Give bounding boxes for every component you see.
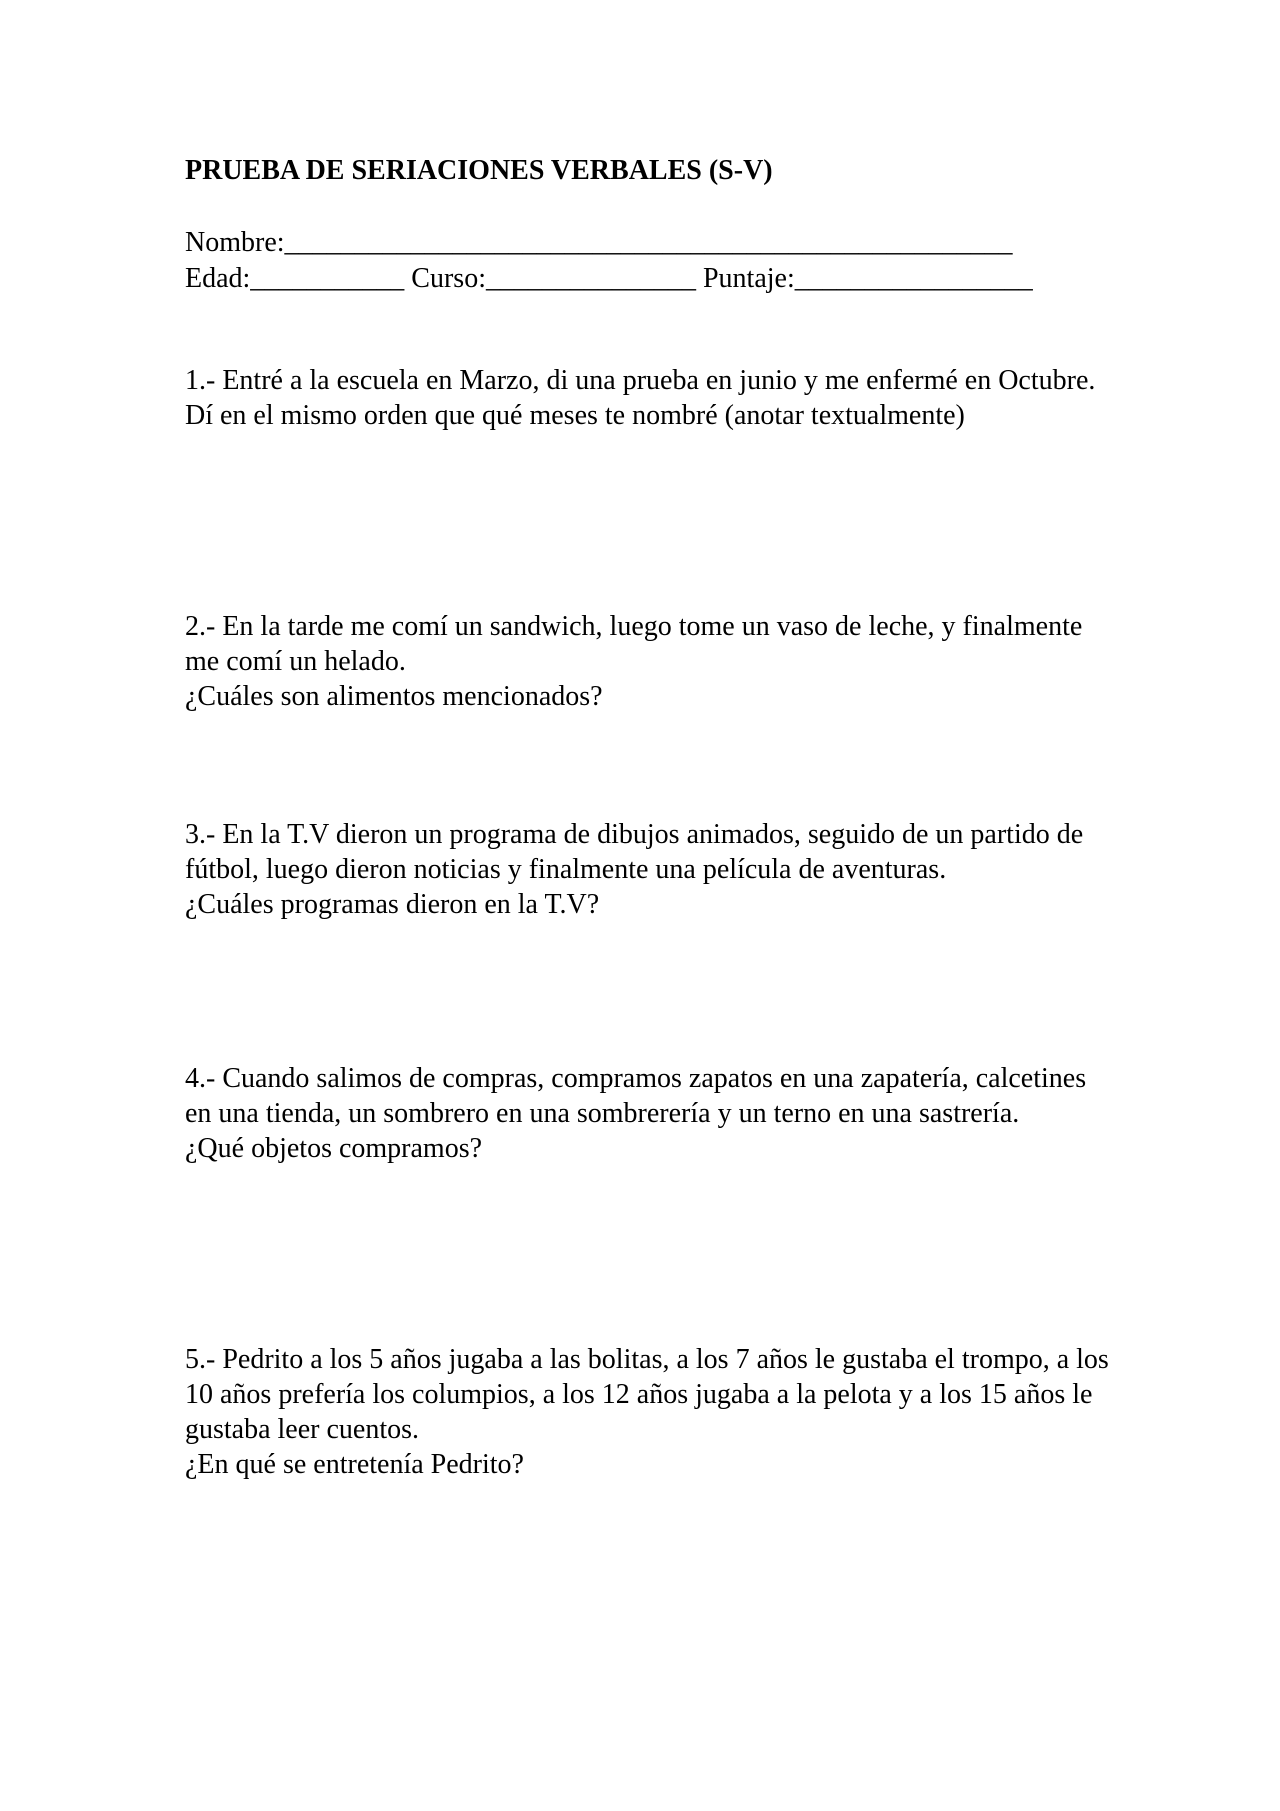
question-5-statement: 5.- Pedrito a los 5 años jugaba a las bolitas, a los 7 años le gustaba el trompo, a los 10 años prefería los columpios, a los 12 años jugaba a la pelota y a los 15 años le gustaba leer cuentos. xyxy=(185,1344,1109,1445)
question-1 xyxy=(185,363,1115,433)
question-4 xyxy=(185,1061,1115,1166)
age-course-score-field-line: Edad:___________ Curso:_______________ Puntaje:_________________ xyxy=(185,263,1033,294)
question-2-prompt: ¿Cuáles son alimentos mencionados? xyxy=(185,681,603,712)
question-1-prompt: Dí en el mismo orden que qué meses te nombré (anotar textualmente) xyxy=(185,400,965,431)
question-1-statement: 1.- Entré a la escuela en Marzo, di una prueba en junio y me enfermé en Octubre. xyxy=(185,365,1096,396)
question-3 xyxy=(185,817,1115,922)
question-4-prompt: ¿Qué objetos compramos? xyxy=(185,1133,483,1164)
document-title: PRUEBA DE SERIACIONES VERBALES (S-V) xyxy=(185,155,773,186)
name-field-line: Nombre:____________________________________________________ xyxy=(185,227,1013,258)
question-3-prompt: ¿Cuáles programas dieron en la T.V? xyxy=(185,889,600,920)
question-2 xyxy=(185,609,1115,714)
question-3-statement: 3.- En la T.V dieron un programa de dibujos animados, seguido de un partido de fútbol, luego dieron noticias y finalmente una película de aventuras. xyxy=(185,819,1084,885)
question-5-prompt: ¿En qué se entretenía Pedrito? xyxy=(185,1449,524,1480)
question-4-statement: 4.- Cuando salimos de compras, compramos zapatos en una zapatería, calcetines en una tienda, un sombrero en una sombrerería y un terno en una sastrería. xyxy=(185,1063,1087,1129)
question-2-statement: 2.- En la tarde me comí un sandwich, luego tome un vaso de leche, y finalmente me comí un helado. xyxy=(185,611,1083,677)
question-5 xyxy=(185,1342,1115,1482)
